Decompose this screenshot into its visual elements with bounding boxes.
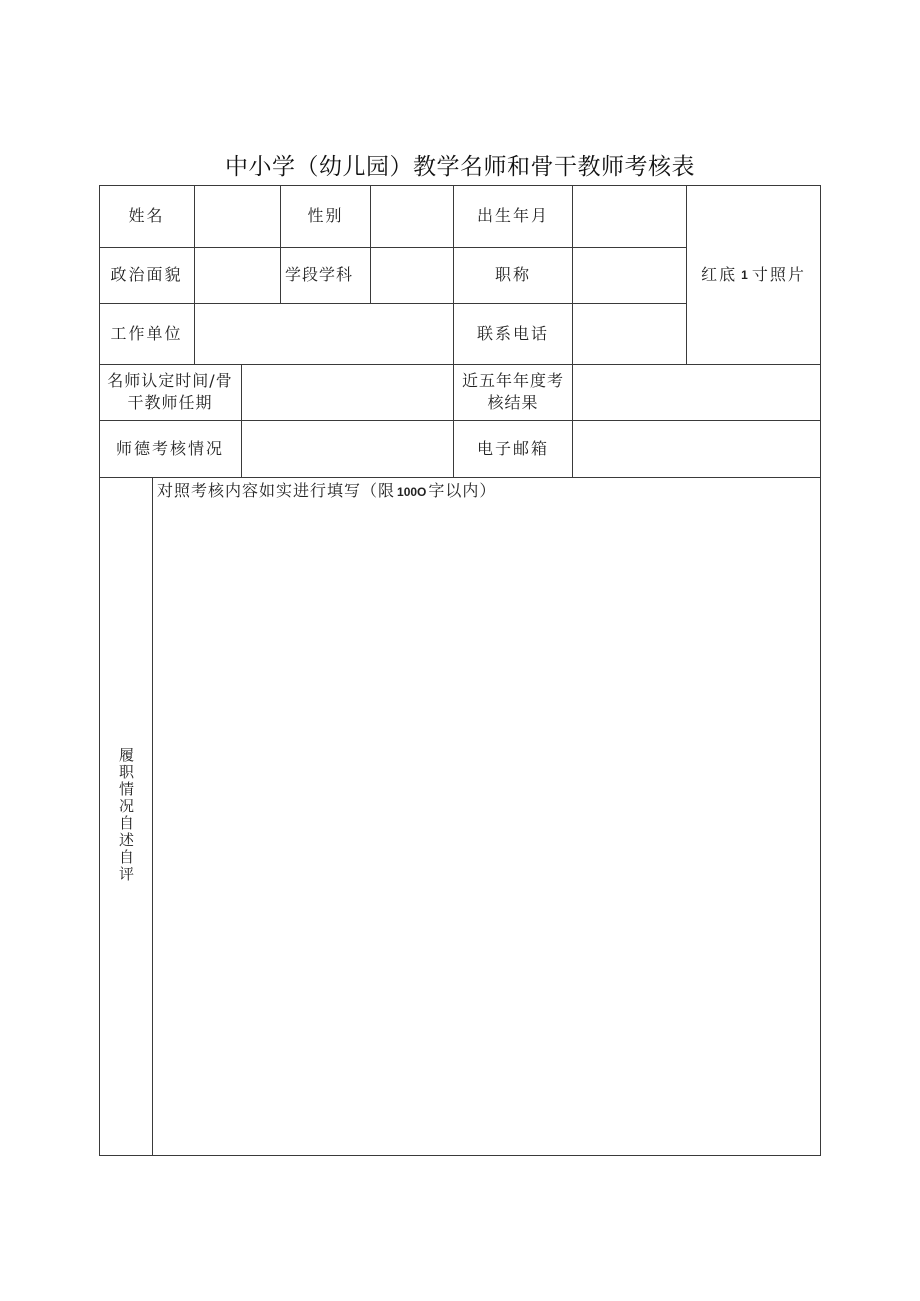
self-review-hint-suffix: 字以内） [428,481,497,500]
self-review-hint [157,480,496,503]
five-year-result-label [454,364,572,420]
stage-subject-label: 学段学科 [284,265,353,284]
politics-label: 政治面貌 [110,265,183,284]
self-review-hint-prefix: 对照考核内容如实进行填写（限 [157,481,396,500]
table-border-bottom [99,1155,821,1156]
workplace-label: 工作单位 [110,323,183,343]
title-rank-label: 职称 [494,265,531,284]
name-field[interactable] [195,185,280,247]
phone-field[interactable] [573,303,686,364]
self-review-field[interactable] [153,505,820,1155]
photo-label-number: 1 [741,267,748,282]
page-title: 中小学（幼儿园）教学名师和骨干教师考核表 [225,154,695,180]
politics-field[interactable] [195,247,280,303]
photo-label-prefix: 红底 [701,264,738,284]
table-border-right [820,185,821,1156]
five-year-result-label-line2: 核结果 [487,393,539,412]
ethics-label: 师德考核情况 [115,438,224,458]
gender-field[interactable] [371,185,453,247]
birth-label: 出生年月 [476,206,549,225]
email-label: 电子邮箱 [476,438,549,458]
ethics-field[interactable] [242,420,453,477]
stage-subject-field[interactable] [371,247,453,303]
title-rank-field[interactable] [573,247,686,303]
self-review-label: 履职情况自述自评 [117,747,135,883]
photo-label-suffix: 寸照片 [751,264,806,284]
gender-label: 性别 [307,206,344,225]
five-year-result-label-line1: 近五年年度考 [461,371,564,390]
name-label: 姓名 [128,206,165,225]
recognition-time-label [99,364,241,420]
birth-field[interactable] [573,185,686,247]
five-year-result-field[interactable] [573,364,820,420]
recognition-time-label-line2: 干教师任期 [127,393,213,412]
workplace-field[interactable] [195,303,453,364]
photo-placeholder[interactable] [687,185,820,364]
row-divider-5 [99,477,821,478]
recognition-time-label-line1: 名师认定时间/骨 [107,371,233,390]
self-review-hint-number: 100O [397,485,427,499]
phone-label: 联系电话 [476,323,549,343]
recognition-time-field[interactable] [242,364,453,420]
email-field[interactable] [573,420,820,477]
